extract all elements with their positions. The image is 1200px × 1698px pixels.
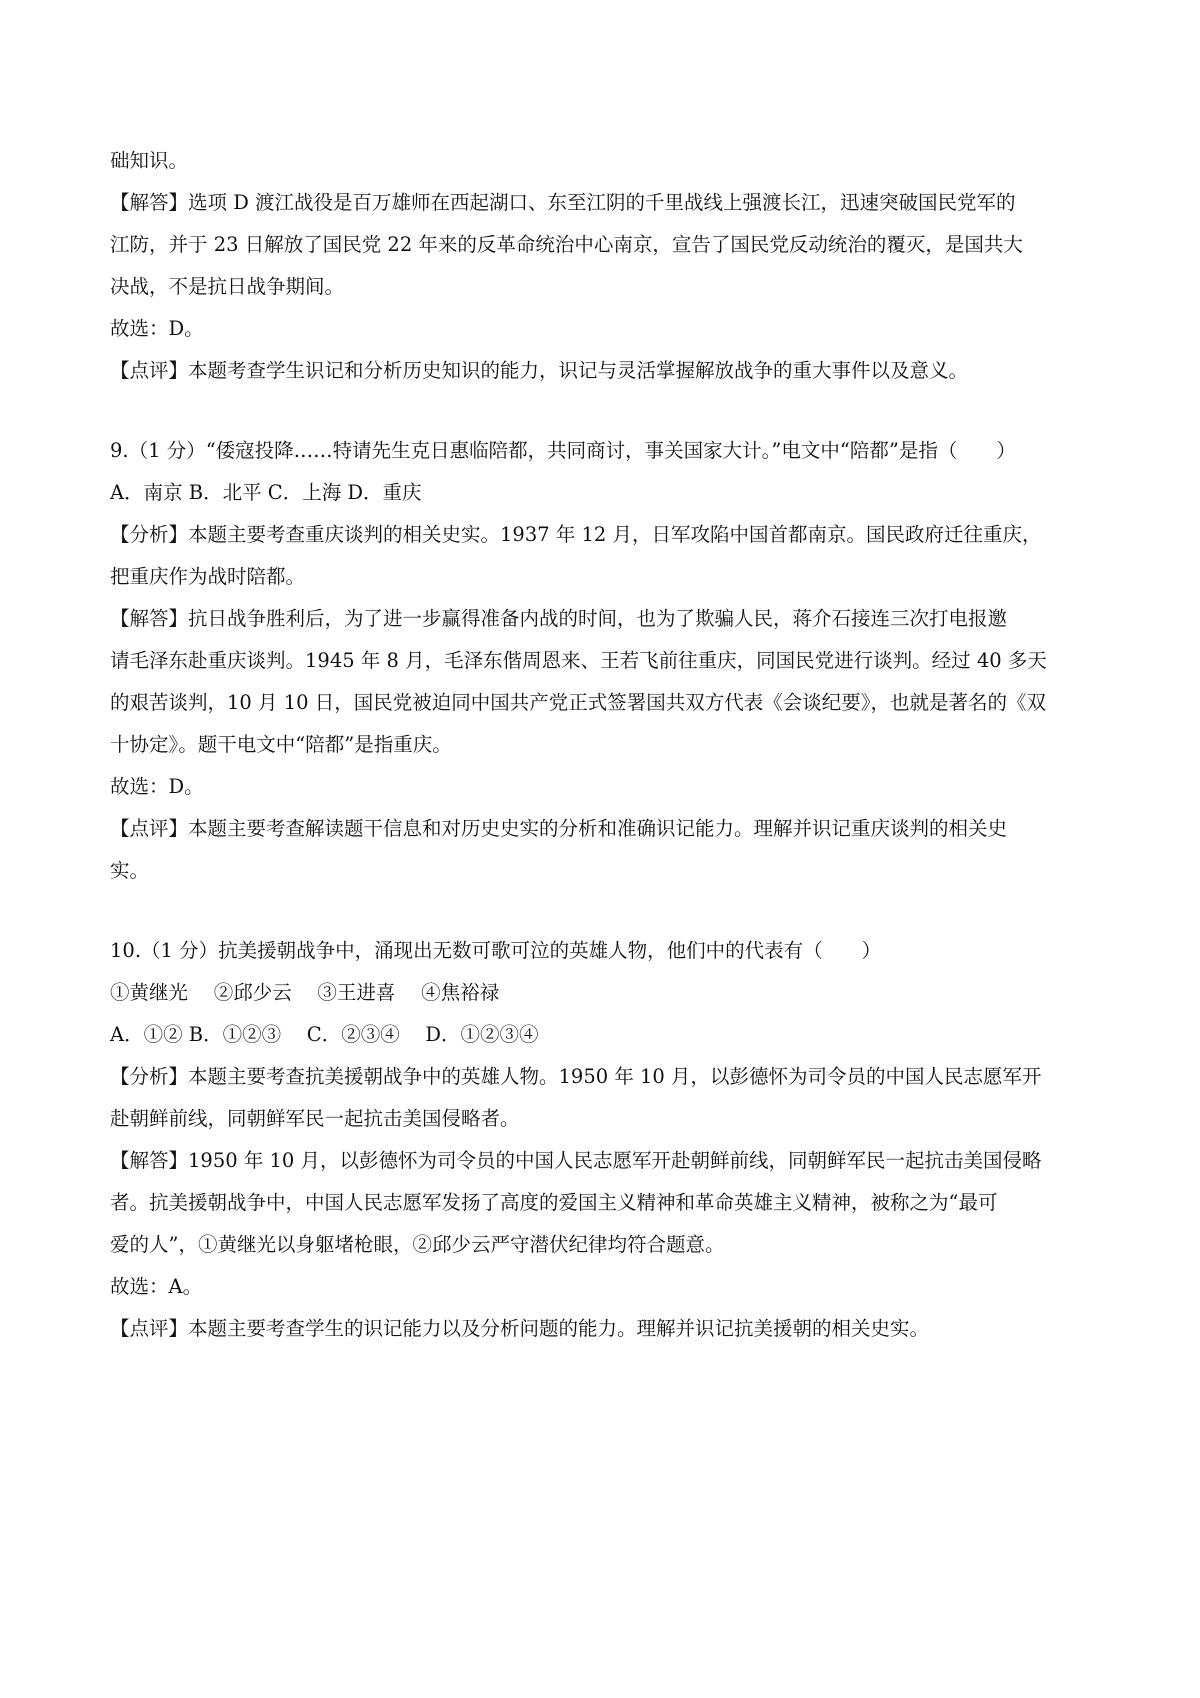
analysis-line: 【分析】本题主要考查重庆谈判的相关史实。1937 年 12 月，日军攻陷中国首都南京。国民政府迁往重庆， (110, 523, 1042, 546)
answer-line: 的艰苦谈判，10 月 10 日，国民党被迫同中国共产党正式签署国共双方代表《会谈纪要》，也就是著名的《双 (110, 691, 1046, 714)
section-gap (110, 392, 1100, 430)
text-line: 础知识。 (110, 149, 189, 172)
answer-line: 决战，不是抗日战争期间。 (110, 275, 345, 298)
question-9 (110, 430, 1100, 892)
answer-line: 【解答】抗日战争胜利后，为了进一步赢得准备内战的时间，也为了欺骗人民，蒋介石接连三次打电报邀 (110, 607, 1008, 630)
answer-line: 十协定》。题干电文中“陪都”是指重庆。 (110, 733, 452, 756)
answer-line: 者。抗美援朝战争中，中国人民志愿军发扬了高度的爱国主义精神和革命英雄主义精神，被称之为“最可 (110, 1191, 998, 1214)
analysis-line: 把重庆作为战时陪都。 (110, 565, 306, 588)
answer-line: 江防，并于 23 日解放了国民党 22 年来的反革命统治中心南京，宣告了国民党反动统治的覆灭，是国共大 (110, 233, 1023, 256)
comment-line: 【点评】本题主要考查学生的识记能力以及分析问题的能力。理解并识记抗美援朝的相关史实。 (110, 1317, 930, 1340)
comment-line: 【点评】本题主要考查解读题干信息和对历史史实的分析和准确识记能力。理解并识记重庆谈判的相关史 (110, 817, 1008, 840)
choice-line: 故选：D。 (110, 775, 204, 798)
answer-line: 请毛泽东赴重庆谈判。1945 年 8 月，毛泽东偕周恩来、王若飞前往重庆，同国民党进行谈判。经过 40 多天 (110, 649, 1047, 672)
question-8-tail (110, 140, 1100, 392)
comment-line: 【点评】本题考查学生识记和分析历史知识的能力，识记与灵活掌握解放战争的重大事件以及意义。 (110, 359, 969, 382)
answer-line: 【解答】1950 年 10 月，以彭德怀为司令员的中国人民志愿军开赴朝鲜前线，同朝鲜军民一起抗击美国侵略 (110, 1149, 1042, 1172)
analysis-line: 赴朝鲜前线，同朝鲜军民一起抗击美国侵略者。 (110, 1107, 520, 1130)
question-stem: 10.（1 分）抗美援朝战争中，涌现出无数可歌可泣的英雄人物，他们中的代表有（ ） (110, 939, 882, 962)
comment-line: 实。 (110, 859, 150, 882)
section-gap (110, 892, 1100, 930)
question-stem: 9.（1 分）“倭寇投降……特请先生克日惠临陪都，共同商讨，事关国家大计。”电文中“陪都”是指（ ） (110, 439, 1016, 462)
document-page (110, 140, 1100, 1350)
analysis-line: 【分析】本题主要考查抗美援朝战争中的英雄人物。1950 年 10 月，以彭德怀为司令员的中国人民志愿军开 (110, 1065, 1042, 1088)
question-10 (110, 930, 1100, 1350)
question-items: ①黄继光 ②邱少云 ③王进喜 ④焦裕禄 (110, 981, 500, 1004)
question-options: A．①② B．①②③ C．②③④ D．①②③④ (110, 1023, 539, 1046)
choice-line: 故选：A。 (110, 1275, 203, 1298)
answer-line: 【解答】选项 D 渡江战役是百万雄师在西起湖口、东至江阴的千里战线上强渡长江，迅速突破国民党军的 (110, 191, 1016, 214)
question-options: A．南京 B．北平 C．上海 D．重庆 (110, 481, 422, 504)
answer-line: 爱的人”，①黄继光以身躯堵枪眼，②邱少云严守潜伏纪律均符合题意。 (110, 1233, 725, 1256)
choice-line: 故选：D。 (110, 317, 204, 340)
